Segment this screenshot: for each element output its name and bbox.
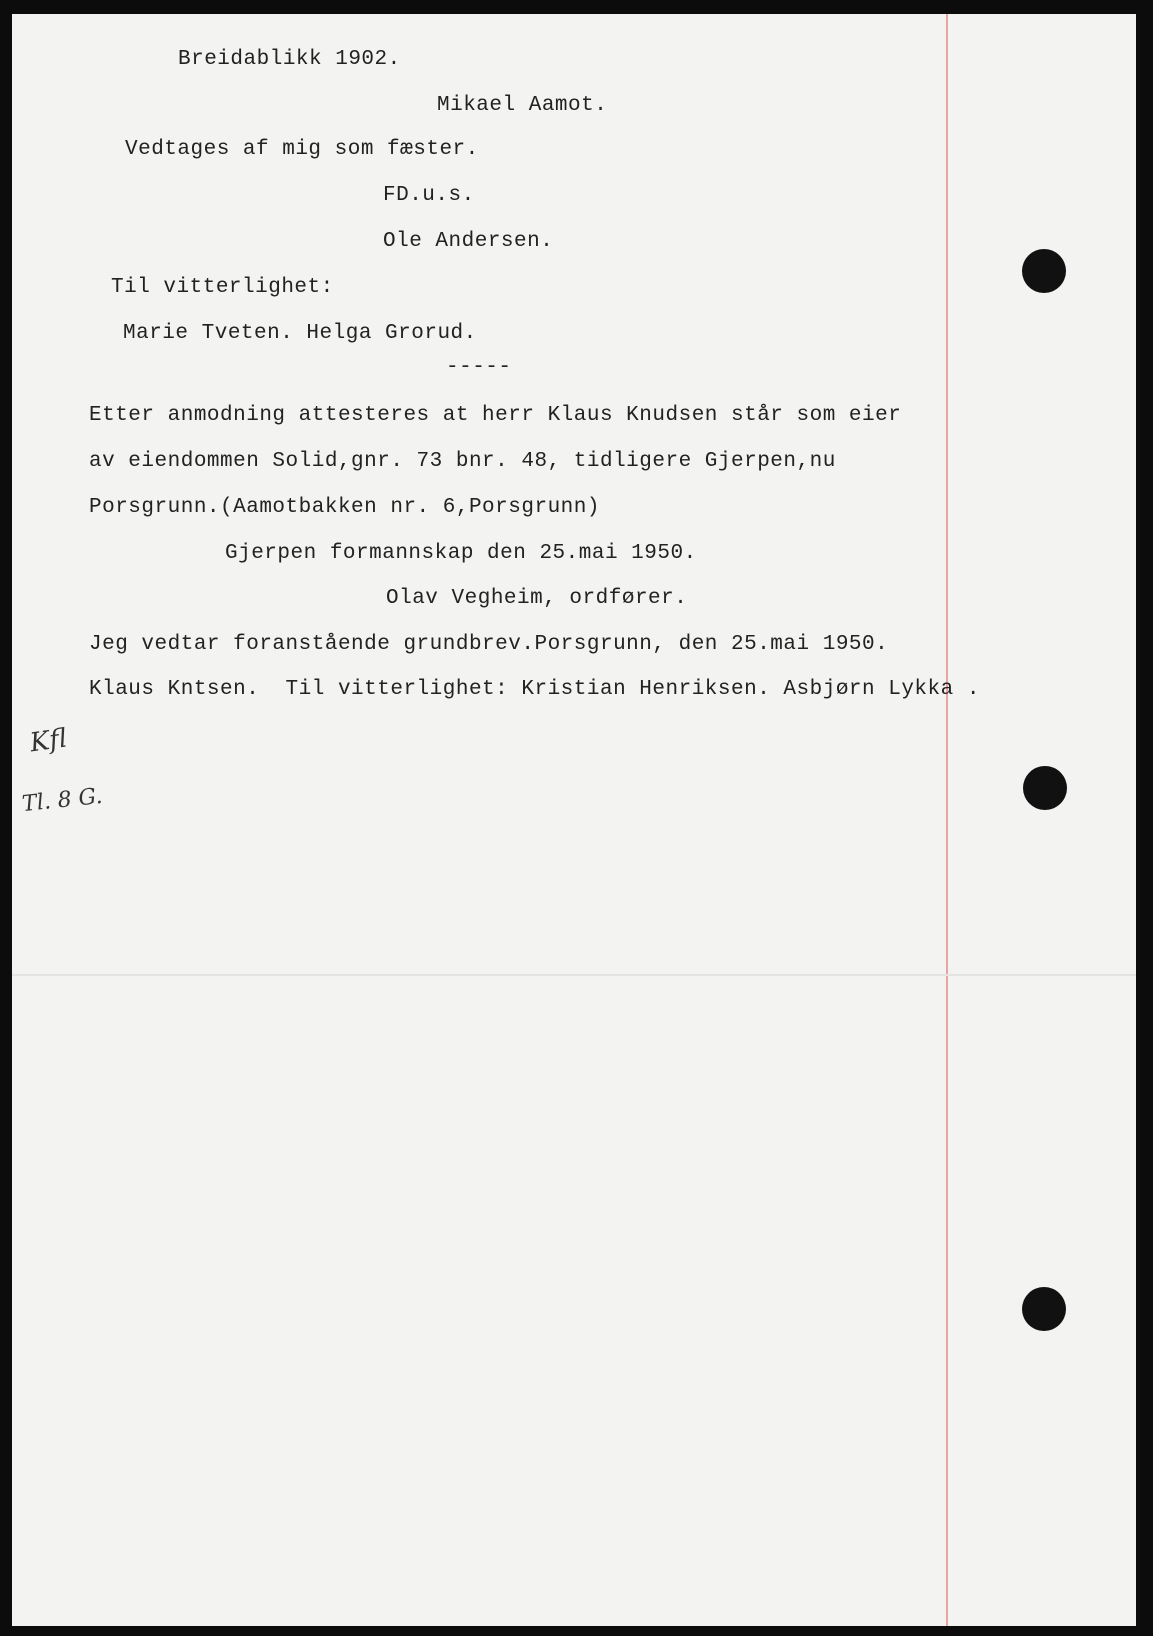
line-attestation-1: Etter anmodning attesteres at herr Klaus Knudsen står som eier xyxy=(89,404,902,427)
line-signature-aamot: Mikael Aamot. xyxy=(437,94,608,117)
line-witness-label: Til vitterlighet: xyxy=(111,276,334,299)
document-page xyxy=(12,14,1136,1626)
line-signature-andersen: Ole Andersen. xyxy=(383,230,554,253)
punch-hole-icon xyxy=(1022,249,1066,293)
margin-note-reference: Tl. 8 G. xyxy=(20,783,104,818)
line-mayor: Olav Vegheim, ordfører. xyxy=(386,587,688,610)
line-council-date: Gjerpen formannskap den 25.mai 1950. xyxy=(225,542,697,565)
page-fold xyxy=(12,974,1136,976)
line-place-year: Breidablikk 1902. xyxy=(178,48,401,71)
line-attestation-3: Porsgrunn.(Aamotbakken nr. 6,Porsgrunn) xyxy=(89,496,600,519)
line-separator: ----- xyxy=(446,356,512,379)
line-final-signatures: Klaus Kntsen. Til vitterlighet: Kristian Henriksen. Asbjørn Lykka . xyxy=(89,678,980,701)
margin-note-initials: Kfl xyxy=(28,723,69,759)
line-accepted: Vedtages af mig som fæster. xyxy=(125,138,479,161)
line-acceptance: Jeg vedtar foranstående grundbrev.Porsgrunn, den 25.mai 1950. xyxy=(89,633,889,656)
punch-hole-icon xyxy=(1022,1287,1066,1331)
red-margin-line xyxy=(946,14,948,1626)
line-witnesses: Marie Tveten. Helga Grorud. xyxy=(123,322,477,345)
punch-hole-icon xyxy=(1023,766,1067,810)
line-fdus: FD.u.s. xyxy=(383,184,475,207)
line-attestation-2: av eiendommen Solid,gnr. 73 bnr. 48, tidligere Gjerpen,nu xyxy=(89,450,836,473)
